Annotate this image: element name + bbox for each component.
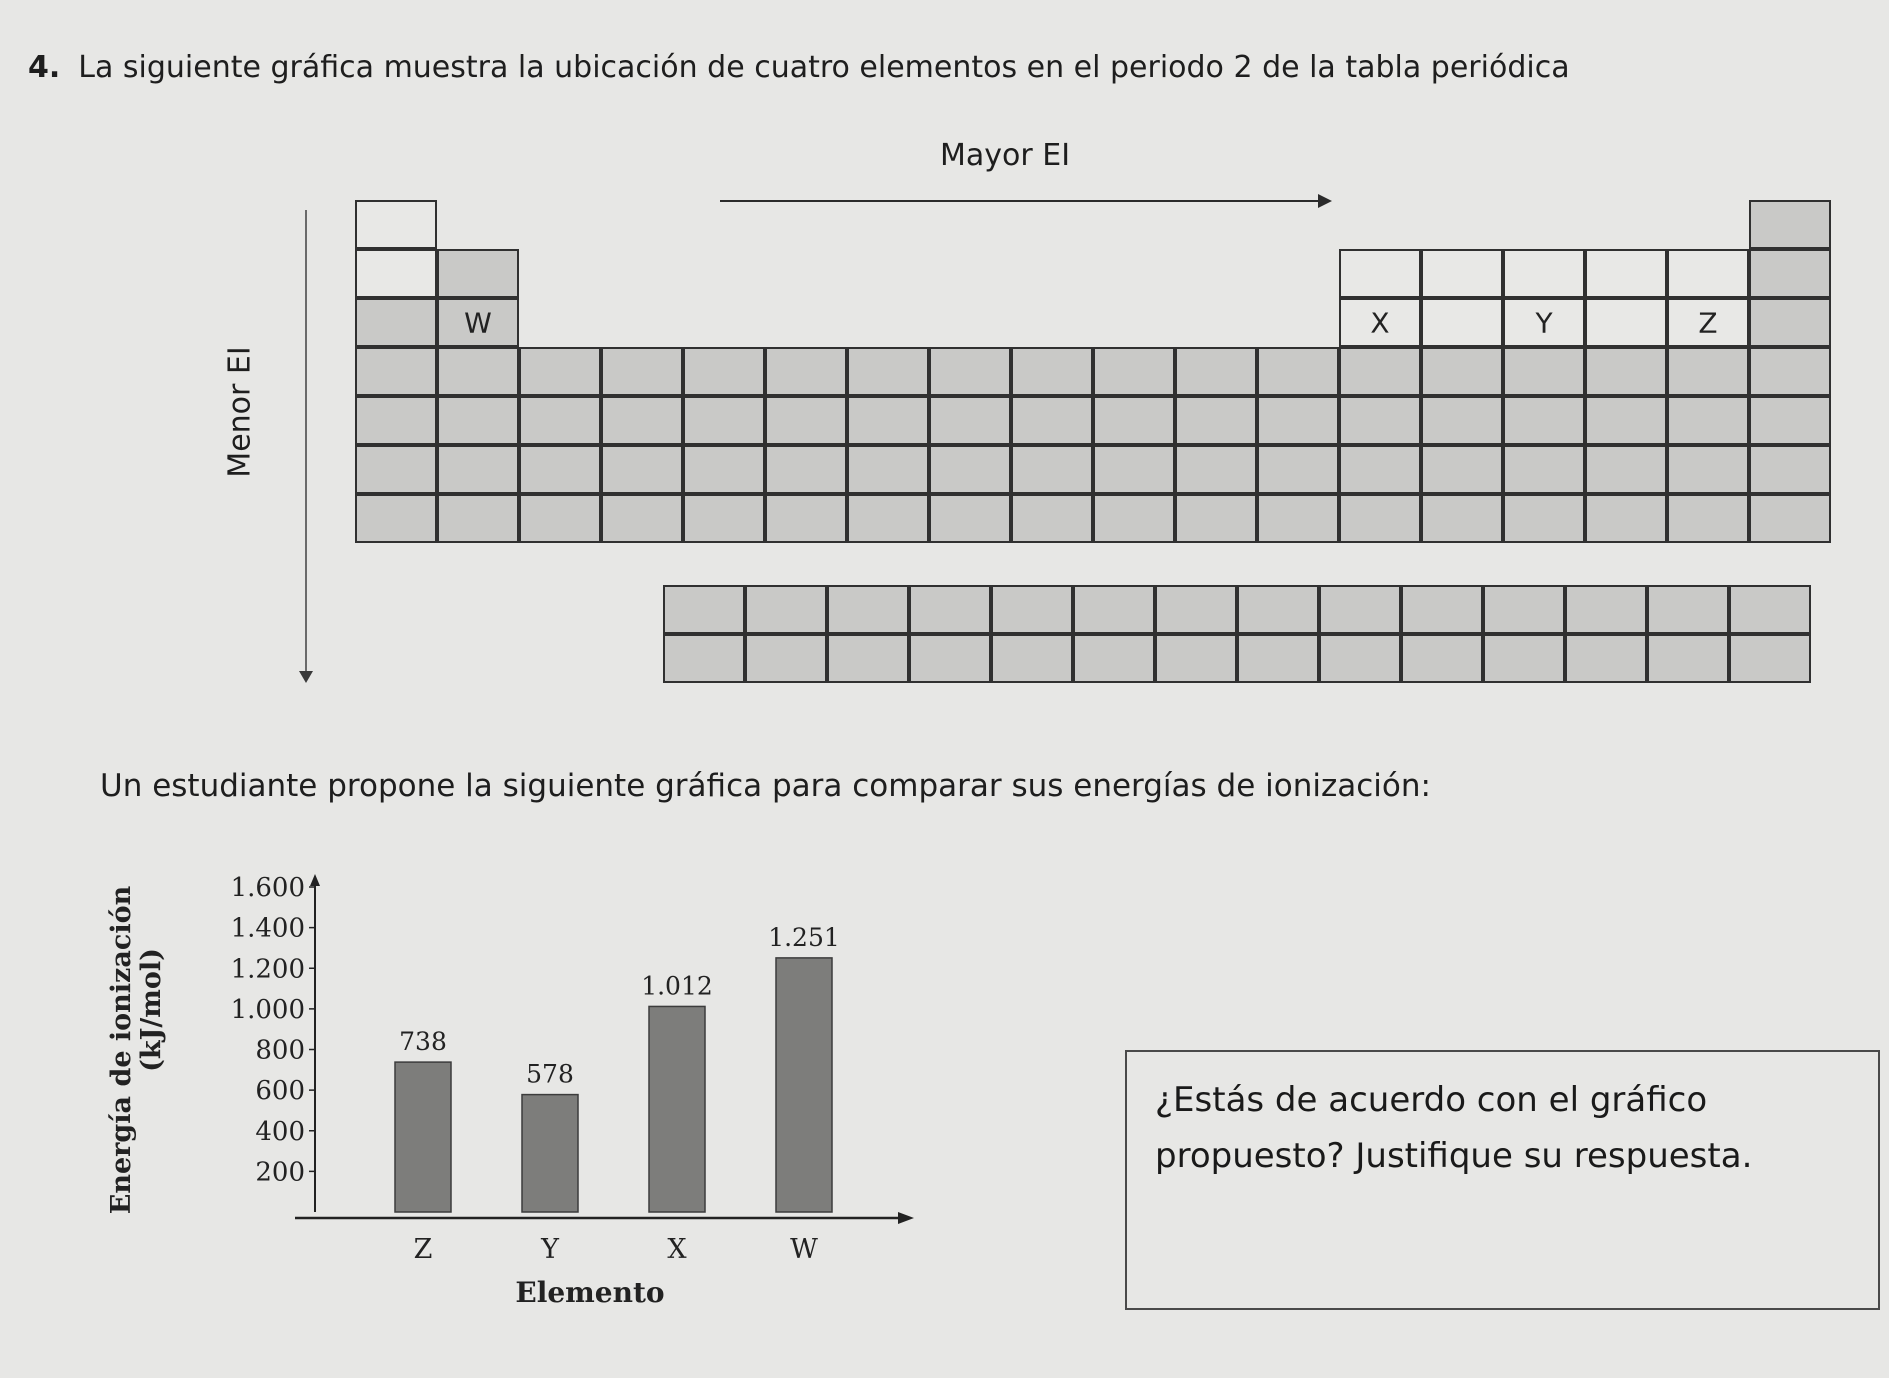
table-cell bbox=[355, 249, 437, 298]
table-cell bbox=[355, 347, 437, 396]
table-cell bbox=[909, 585, 991, 634]
table-cell bbox=[991, 585, 1073, 634]
y-tick-label: 400 bbox=[255, 1116, 305, 1147]
table-cell bbox=[1421, 445, 1503, 494]
table-cell bbox=[519, 396, 601, 445]
table-cell bbox=[847, 396, 929, 445]
table-cell bbox=[663, 634, 745, 683]
table-cell bbox=[1257, 347, 1339, 396]
question-text: La siguiente gráfica muestra la ubicación de cuatro elementos en el periodo 2 de la tabla periódica bbox=[78, 50, 1570, 85]
table-cell bbox=[437, 396, 519, 445]
bar bbox=[522, 1095, 578, 1212]
element-label-z: Z bbox=[1698, 306, 1718, 339]
question-prompt: ¿Estás de acuerdo con el gráfico propuesto? Justifique su respuesta. bbox=[1155, 1080, 1753, 1176]
table-cell bbox=[1421, 249, 1503, 298]
table-cell bbox=[827, 585, 909, 634]
table-cell bbox=[1421, 298, 1503, 347]
table-cell bbox=[1565, 585, 1647, 634]
table-cell bbox=[683, 445, 765, 494]
element-label-x: X bbox=[1370, 306, 1390, 339]
table-cell bbox=[1175, 494, 1257, 543]
table-cell bbox=[437, 445, 519, 494]
table-cell bbox=[1319, 585, 1401, 634]
table-cell bbox=[1565, 634, 1647, 683]
table-cell bbox=[827, 634, 909, 683]
question-title bbox=[28, 50, 1570, 85]
x-axis-arrow-icon bbox=[898, 1212, 914, 1224]
table-cell bbox=[765, 494, 847, 543]
table-cell bbox=[1749, 347, 1831, 396]
table-cell bbox=[929, 396, 1011, 445]
table-cell bbox=[1073, 585, 1155, 634]
table-cell bbox=[1175, 445, 1257, 494]
table-cell bbox=[519, 445, 601, 494]
x-axis-label: Elemento bbox=[515, 1276, 665, 1309]
chart-svg bbox=[100, 860, 950, 1340]
table-cell bbox=[601, 494, 683, 543]
table-cell bbox=[847, 494, 929, 543]
table-cell bbox=[1339, 347, 1421, 396]
table-cell bbox=[1011, 445, 1093, 494]
table-cell bbox=[1339, 494, 1421, 543]
table-cell bbox=[355, 494, 437, 543]
question-number: 4. bbox=[28, 50, 61, 85]
table-cell bbox=[1749, 445, 1831, 494]
y-tick-label: 200 bbox=[255, 1157, 305, 1188]
table-cell bbox=[929, 347, 1011, 396]
table-cell bbox=[1339, 396, 1421, 445]
table-cell bbox=[683, 347, 765, 396]
table-cell bbox=[1585, 396, 1667, 445]
table-cell bbox=[1257, 396, 1339, 445]
table-cell bbox=[1155, 585, 1237, 634]
table-cell bbox=[1503, 494, 1585, 543]
table-cell bbox=[355, 445, 437, 494]
ionization-energy-chart bbox=[100, 860, 950, 1340]
element-cell-w bbox=[437, 298, 519, 347]
table-cell bbox=[1401, 585, 1483, 634]
table-cell bbox=[1585, 494, 1667, 543]
table-cell bbox=[601, 396, 683, 445]
student-statement: Un estudiante propone la siguiente gráfica para comparar sus energías de ionización: bbox=[100, 768, 1431, 804]
bar-value-label: 1.012 bbox=[641, 971, 713, 1001]
table-cell bbox=[1503, 347, 1585, 396]
table-cell bbox=[1093, 396, 1175, 445]
table-cell bbox=[1667, 445, 1749, 494]
table-cell bbox=[1585, 347, 1667, 396]
table-cell bbox=[1647, 585, 1729, 634]
table-cell bbox=[765, 347, 847, 396]
table-cell bbox=[1073, 634, 1155, 683]
table-cell bbox=[847, 347, 929, 396]
table-cell bbox=[1011, 396, 1093, 445]
table-cell bbox=[1339, 445, 1421, 494]
table-cell bbox=[1483, 585, 1565, 634]
y-tick-label: 800 bbox=[255, 1035, 305, 1066]
bar bbox=[649, 1006, 705, 1212]
table-cell bbox=[519, 494, 601, 543]
table-cell bbox=[1257, 445, 1339, 494]
table-cell bbox=[1585, 249, 1667, 298]
table-cell bbox=[847, 445, 929, 494]
mayor-ei-label: Mayor EI bbox=[940, 138, 1071, 173]
element-cell-z bbox=[1667, 298, 1749, 347]
y-axis-arrow-icon bbox=[310, 874, 320, 886]
table-cell bbox=[1011, 347, 1093, 396]
table-cell bbox=[1093, 445, 1175, 494]
element-label-w: W bbox=[464, 306, 492, 339]
table-cell bbox=[745, 634, 827, 683]
table-cell bbox=[1585, 445, 1667, 494]
table-cell bbox=[929, 445, 1011, 494]
table-cell bbox=[1503, 249, 1585, 298]
y-axis-label-line2: (kJ/mol) bbox=[136, 948, 167, 1072]
y-tick-label: 1.400 bbox=[230, 913, 305, 944]
table-cell bbox=[1647, 634, 1729, 683]
table-cell bbox=[1503, 396, 1585, 445]
table-cell bbox=[1483, 634, 1565, 683]
table-cell bbox=[765, 445, 847, 494]
element-cell-y bbox=[1503, 298, 1585, 347]
element-cell-x bbox=[1339, 298, 1421, 347]
bar-value-label: 1.251 bbox=[768, 922, 840, 952]
table-cell bbox=[1421, 347, 1503, 396]
table-cell bbox=[437, 494, 519, 543]
table-cell bbox=[601, 347, 683, 396]
table-cell bbox=[1667, 396, 1749, 445]
y-tick-label: 1.600 bbox=[230, 873, 305, 903]
table-cell bbox=[1749, 494, 1831, 543]
table-cell bbox=[437, 347, 519, 396]
x-tick-label: Y bbox=[541, 1234, 559, 1265]
table-cell bbox=[1749, 200, 1831, 249]
table-cell bbox=[663, 585, 745, 634]
menor-ei-label: Menor EI bbox=[222, 346, 258, 478]
right-arrow-icon bbox=[720, 200, 1330, 202]
table-cell bbox=[1237, 585, 1319, 634]
table-cell bbox=[1667, 494, 1749, 543]
table-cell bbox=[355, 298, 437, 347]
table-cell bbox=[1729, 634, 1811, 683]
table-cell bbox=[1749, 249, 1831, 298]
table-cell bbox=[1749, 396, 1831, 445]
table-cell bbox=[683, 396, 765, 445]
bar-value-label: 738 bbox=[399, 1027, 447, 1057]
y-tick-label: 600 bbox=[255, 1076, 305, 1107]
x-tick-label: X bbox=[667, 1234, 687, 1265]
table-cell bbox=[1011, 494, 1093, 543]
table-cell bbox=[909, 634, 991, 683]
bar bbox=[776, 958, 832, 1212]
table-cell bbox=[1155, 634, 1237, 683]
table-cell bbox=[1729, 585, 1811, 634]
element-label-y: Y bbox=[1535, 306, 1553, 339]
table-cell bbox=[355, 200, 437, 249]
y-axis-label-line1: Energía de ionización bbox=[106, 885, 137, 1215]
table-cell bbox=[519, 347, 601, 396]
table-cell bbox=[1237, 634, 1319, 683]
table-cell bbox=[1257, 494, 1339, 543]
table-cell bbox=[355, 396, 437, 445]
table-cell bbox=[1749, 298, 1831, 347]
table-cell bbox=[1093, 347, 1175, 396]
table-cell bbox=[1421, 396, 1503, 445]
table-cell bbox=[1667, 249, 1749, 298]
x-tick-label: Z bbox=[413, 1234, 433, 1265]
x-tick-label: W bbox=[790, 1234, 818, 1265]
table-cell bbox=[1339, 249, 1421, 298]
table-cell bbox=[601, 445, 683, 494]
bar bbox=[395, 1062, 451, 1212]
table-cell bbox=[1667, 347, 1749, 396]
table-cell bbox=[1401, 634, 1483, 683]
table-cell bbox=[745, 585, 827, 634]
table-cell bbox=[1319, 634, 1401, 683]
table-cell bbox=[1175, 347, 1257, 396]
table-cell bbox=[1585, 298, 1667, 347]
table-cell bbox=[683, 494, 765, 543]
y-tick-label: 1.200 bbox=[230, 954, 305, 985]
table-cell bbox=[1175, 396, 1257, 445]
table-cell bbox=[1503, 445, 1585, 494]
table-cell bbox=[929, 494, 1011, 543]
table-cell bbox=[1093, 494, 1175, 543]
down-arrow-icon bbox=[305, 210, 307, 675]
y-tick-label: 1.000 bbox=[230, 994, 305, 1025]
table-cell bbox=[437, 249, 519, 298]
table-cell bbox=[1421, 494, 1503, 543]
table-cell bbox=[991, 634, 1073, 683]
bar-value-label: 578 bbox=[526, 1059, 574, 1089]
table-cell bbox=[765, 396, 847, 445]
